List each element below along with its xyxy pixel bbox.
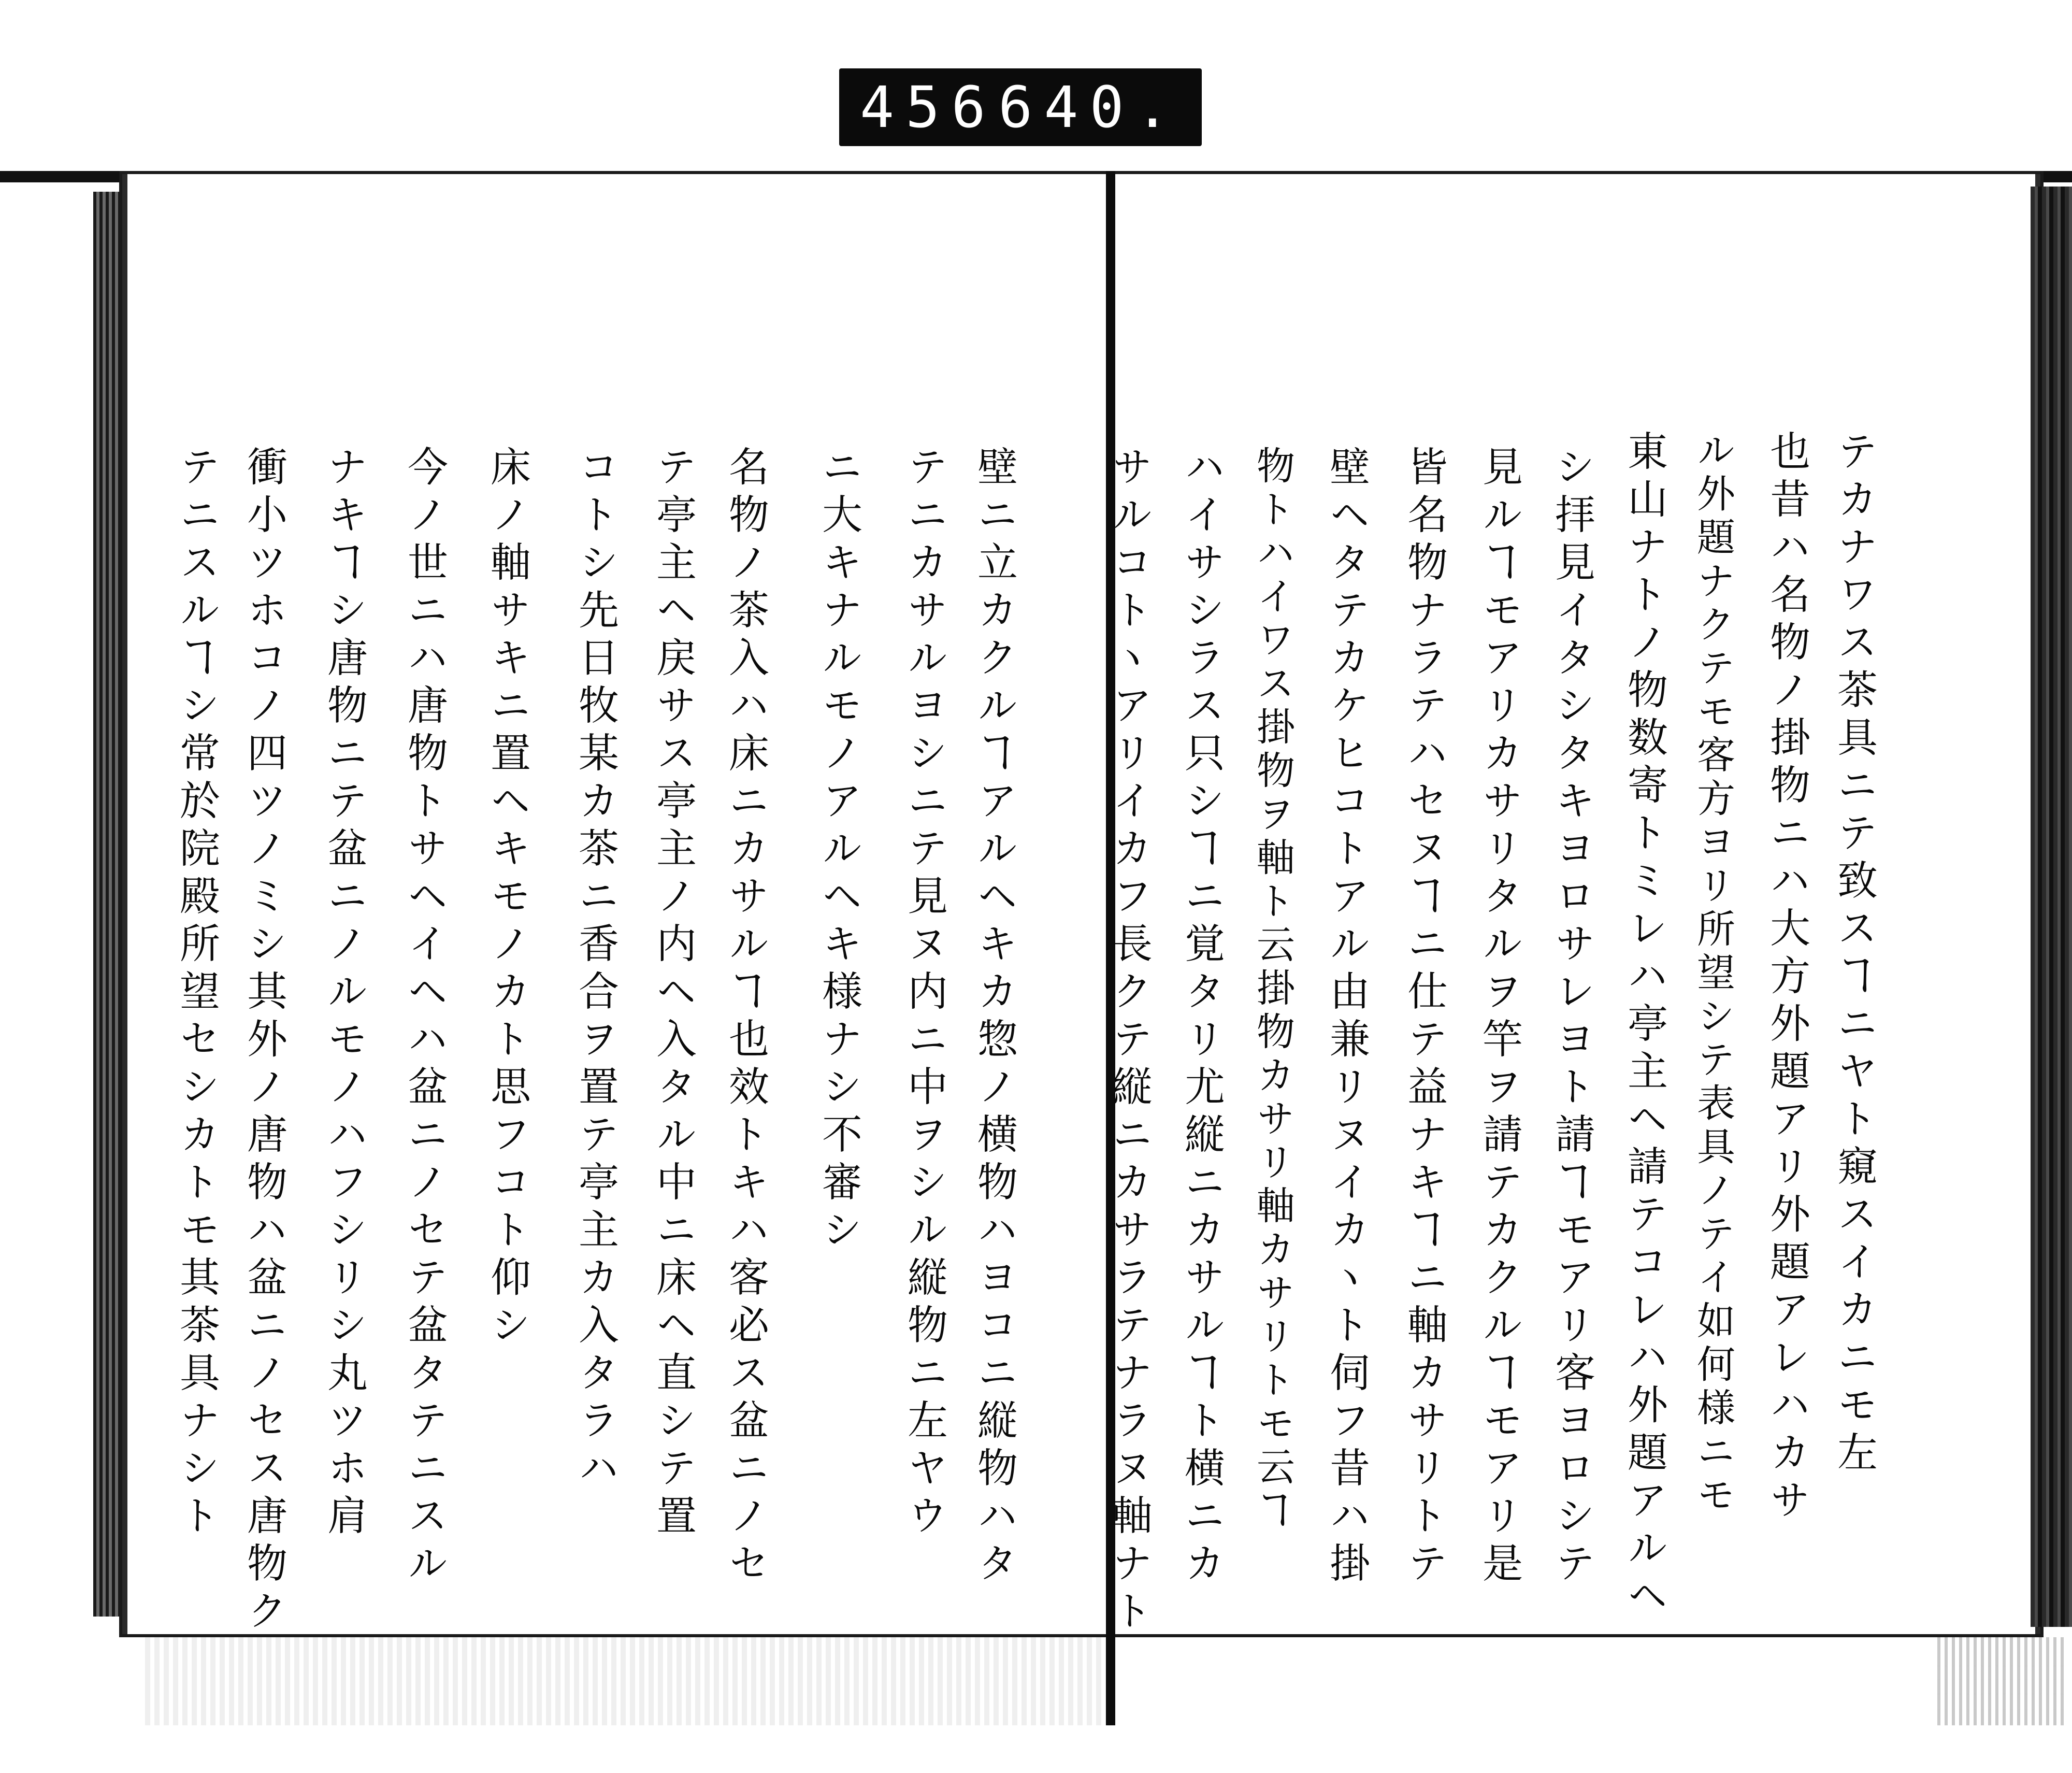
- left-page-column-5: テ亭主ヘ戻サス亭主ノ内ヘ入タル中ニ床ヘ直シテ置: [650, 446, 696, 1542]
- left-page-column-4: 名物ノ茶入ハ床ニカサルヿ也效トキハ客必ス盆ニノセ: [722, 446, 769, 1590]
- right-page-column-8: 壁ヘタテカケヒコトアル由兼リヌイカヽト伺フ昔ハ掛: [1323, 446, 1370, 1590]
- left-page-column-2: テニカサルヨシニテ見ヌ内ニ中ヲシル縦物ニ左ヤウ: [901, 446, 947, 1542]
- right-page-column-5: シ拝見イタシタキヨロサレヨト請ヿモアリ客ヨロシテ: [1548, 446, 1595, 1590]
- catalog-number-left: 456: [860, 74, 997, 140]
- left-page-column-1: 壁ニ立カクルヿアルヘキカ惣ノ横物ハヨコニ縦物ハタ: [971, 446, 1017, 1590]
- left-page-column-8: 今ノ世ニハ唐物トサヘイヘハ盆ニノセテ盆タテニスル: [401, 446, 448, 1590]
- right-page-edge: [2031, 187, 2072, 1627]
- right-page-column-11: サルコトヽアリイカフ長クテ縦ニカサラテナラヌ軸ナト: [1105, 446, 1152, 1637]
- catalog-label: [839, 68, 1202, 146]
- right-page-column-3: ル外題ナクテモ客方ヨリ所望シテ表具ノテイ如何様ニモ: [1691, 430, 1735, 1518]
- left-page-column-9: ナキヿシ唐物ニテ盆ニノルモノハフシリシ丸ツホ肩: [321, 446, 367, 1542]
- right-page-column-9: 物トハイワス掛物ヲ軸ト云掛物カサリ軸カサリトモ云ヿ: [1250, 446, 1295, 1534]
- left-page-column-7: 床ノ軸サキニ置ヘキモノカト思フコト仰シ: [484, 446, 530, 1351]
- right-page-column-1: テカナワス茶具ニテ致スヿニヤト窺スイカニモ左: [1831, 430, 1877, 1479]
- left-under-edge: [145, 1637, 1109, 1725]
- right-page-column-7: 皆名物ナラテハセヌヿニ仕テ益ナキヿニ軸カサリトテ: [1401, 446, 1447, 1590]
- right-page-column-2: 也昔ハ名物ノ掛物ニハ大方外題アリ外題アレハカサ: [1763, 430, 1810, 1526]
- right-page-column-10: ハイサシラス只シヿニ覚タリ尤縦ニカサルヿト横ニカ: [1178, 446, 1225, 1590]
- left-page-column-6: コトシ先日牧某カ茶ニ香合ヲ置テ亭主カ入タラハ: [572, 446, 618, 1494]
- right-page-column-4: 東山ナトノ物数寄トミレハ亭主ヘ請テコレハ外題アルヘ: [1621, 430, 1667, 1622]
- right-under-edge: [1937, 1637, 2067, 1725]
- catalog-number-right: 640.: [998, 74, 1181, 140]
- right-page-column-6: 見ルヿモアリカサリタルヲ竿ヲ請テカクルヿモアリ是: [1476, 446, 1522, 1590]
- left-page-column-3: ニ大キナルモノアルヘキ様ナシ不審シ: [815, 446, 862, 1256]
- left-page-column-11: テニスルヿシ常於院殿所望セシカトモ其茶具ナシト: [173, 446, 220, 1542]
- left-page-column-10: 衝小ツホコノ四ツノミシ其外ノ唐物ハ盆ニノセス唐物ク: [240, 446, 287, 1637]
